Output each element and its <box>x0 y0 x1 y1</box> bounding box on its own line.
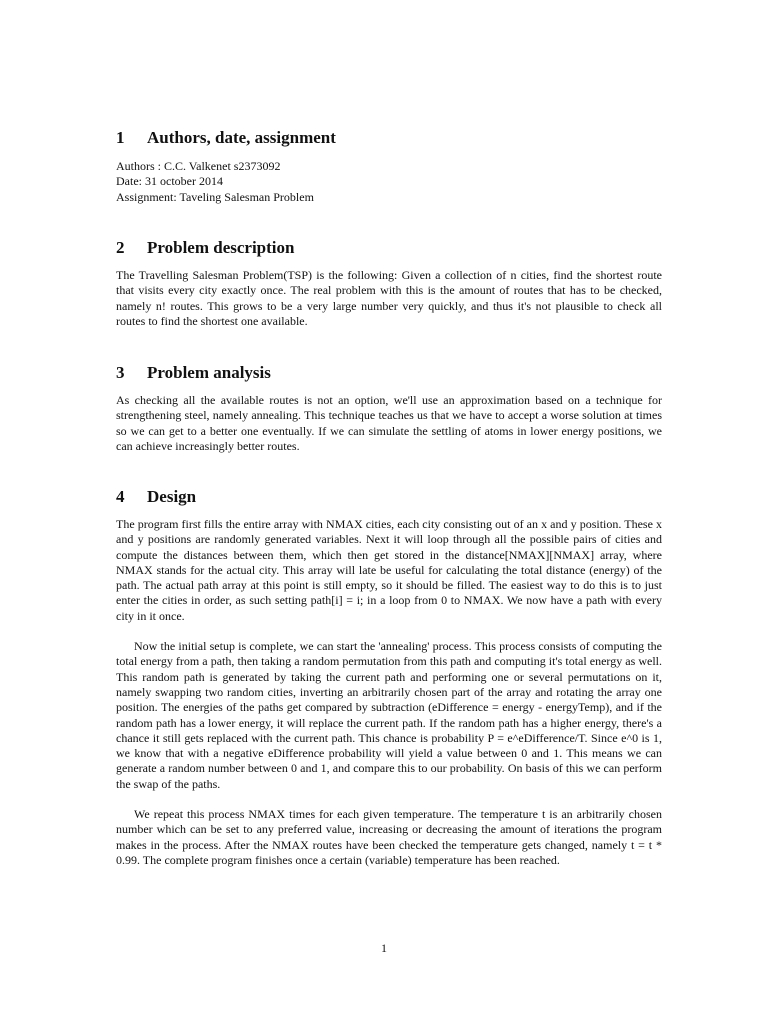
section-4-title: Design <box>147 487 197 506</box>
design-paragraph-2: Now the initial setup is complete, we can start the 'annealing' process. This process consists of computing the total energy from a path, then taking a random permutation from this path and computing it's total energy as well. This random path is generated by taking the current path and performing one or several permutations on it, namely swapping two random cities, inverting an arbitrarily chosen part of the array and rotating the array one position. The energies of the paths get compared by subtraction (eDifference = energy - energyTemp), and if the random path has a lower energy, it will replace the current path. If the random path has a higher energy, there's a chance it still gets replaced with the current path. This chance is probability P = e^eDifference/T. Since e^0 is 1, we know that with a negative eDifference probability will yield a value between 0 and 1. This means we can generate a random number between 0 and 1, and compare this to our probability. On basis of this we can perform the swap of the paths. <box>116 639 662 791</box>
section-1-title: Authors, date, assignment <box>147 128 336 147</box>
section-4-heading <box>116 487 196 507</box>
assignment-line: Assignment: Taveling Salesman Problem <box>116 189 314 204</box>
section-3-title: Problem analysis <box>147 363 271 382</box>
section-3-heading <box>116 363 271 383</box>
section-2-number: 2 <box>116 238 125 257</box>
section-1-body <box>116 159 662 205</box>
section-2-heading <box>116 238 294 258</box>
date-line: Date: 31 october 2014 <box>116 174 223 189</box>
section-4-body <box>116 517 662 868</box>
section-1-number: 1 <box>116 128 125 147</box>
design-paragraph-1: The program first fills the entire array with NMAX cities, each city consisting out of an x and y position. These x and y positions are randomly generated variables. Next it will loop through all the possible pairs of cities and compute the distances between them, which then get stored in the distance[NMAX][NMAX] array, where NMAX stands for the actual city. This array will late be useful for calculating the total distance (energy) of the path. The actual path array at this point is still empty, so it should be filled. The easiest way to do this is to just enter the cities in order, as such setting path[i] = i; in a loop from 0 to NMAX. We now have a path with every city in it once. <box>116 517 662 623</box>
section-4-number: 4 <box>116 487 125 506</box>
problem-description-paragraph: The Travelling Salesman Problem(TSP) is the following: Given a collection of n cities, find the shortest route that visits every city exactly once. The real problem with this is the amount of routes that has to be checked, namely n! routes. This grows to be a very large number very quickly, and thus it's not plausible to check all routes to find the shortest one available. <box>116 268 662 328</box>
section-2-body <box>116 268 662 329</box>
section-3-number: 3 <box>116 363 125 382</box>
authors-line: Authors : C.C. Valkenet s2373092 <box>116 159 281 173</box>
section-2-title: Problem description <box>147 238 295 257</box>
section-3-body <box>116 393 662 454</box>
section-1-heading <box>116 128 336 148</box>
problem-analysis-paragraph: As checking all the available routes is not an option, we'll use an approximation based on a technique for strengthening steel, namely annealing. This technique teaches us that we have to accept a worse solution at times so we can get to a better one eventually. If we can simulate the settling of atoms in lower energy positions, we can achieve increasingly better routes. <box>116 393 662 453</box>
design-paragraph-3: We repeat this process NMAX times for each given temperature. The temperature t is an arbitrarily chosen number which can be set to any preferred value, increasing or decreasing the amount of iterations the program makes in the process. After the NMAX routes have been checked the temperature gets changed, namely t = t * 0.99. The complete program finishes once a certain (variable) temperature has been reached. <box>116 807 662 867</box>
page-number: 1 <box>381 941 387 955</box>
